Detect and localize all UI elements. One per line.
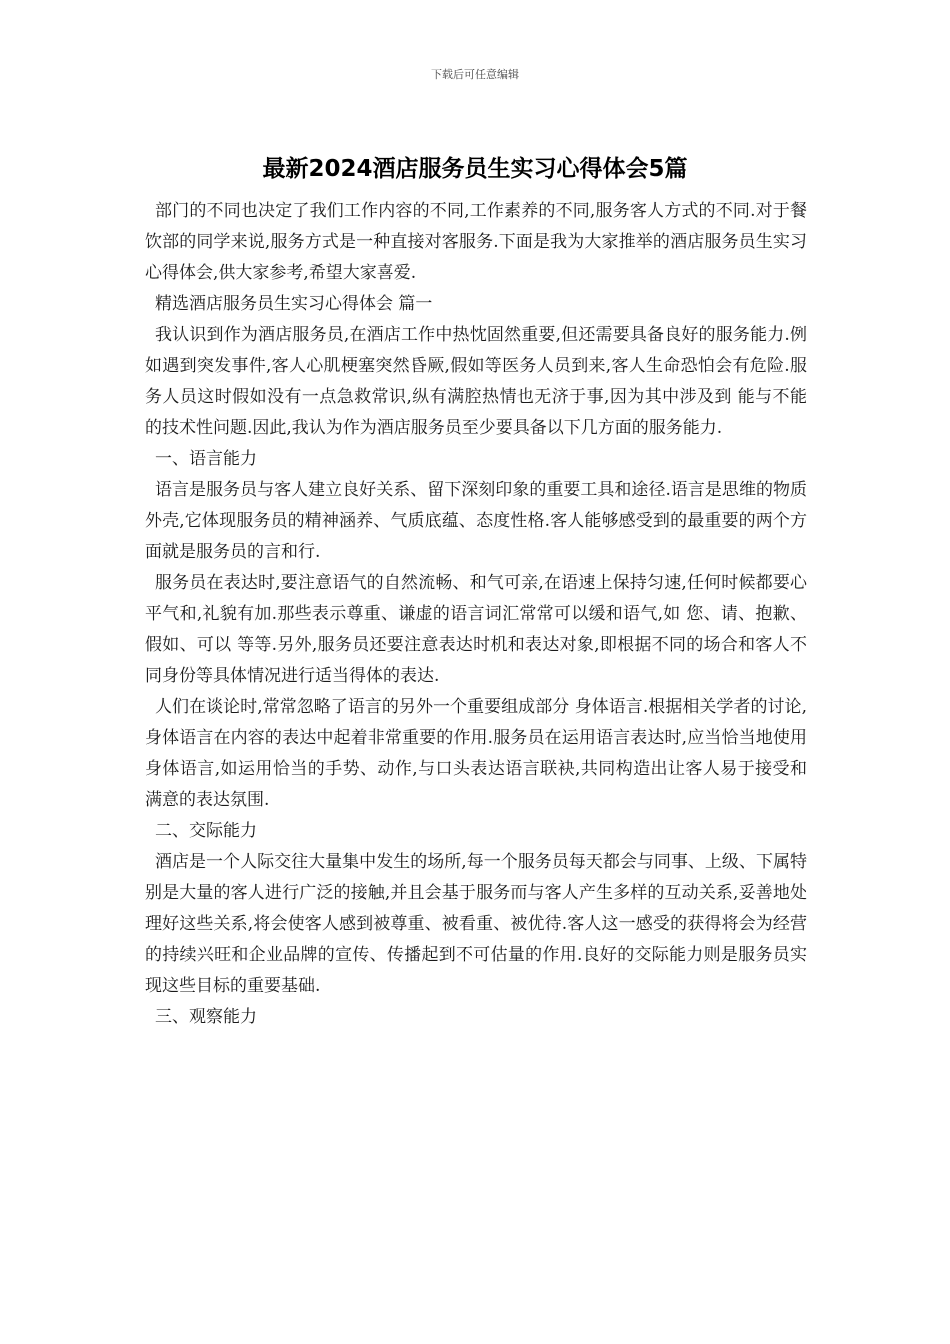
- paragraph: 酒店是一个人际交往大量集中发生的场所,每一个服务员每天都会与同事、上级、下属特别是大量的客人进行广泛的接触,并且会基于服务而与客人产生多样的互动关系,妥善地处理好这些关系,将会使客人感到被尊重、被看重、被优待.客人这一感受的获得将会为经营的持续兴旺和企业品牌的宣传、传播起到不可估量的作用.良好的交际能力则是服务员实现这些目标的重要基础.: [145, 852, 807, 996]
- section-heading-social: 二、交际能力: [155, 821, 257, 841]
- section-heading-part-one: 精选酒店服务员生实习心得体会 篇一: [155, 294, 433, 314]
- document-title: 最新2024酒店服务员生实习心得体会5篇: [262, 156, 688, 182]
- paragraph: 服务员在表达时,要注意语气的自然流畅、和气可亲,在语速上保持匀速,任何时候都要心平气和,礼貌有加.那些表示尊重、谦虚的语言词汇常常可以缓和语气,如 您、请、抱歉、假如、可以 等等.另外,服务员还要注意表达时机和表达对象,即根据不同的场合和客人不同身份等具体情况进行适当得体的表达.: [145, 573, 807, 686]
- paragraph: 我认识到作为酒店服务员,在酒店工作中热忱固然重要,但还需要具备良好的服务能力.例如遇到突发事件,客人心肌梗塞突然昏厥,假如等医务人员到来,客人生命恐怕会有危险.服务人员这时假如没有一点急救常识,纵有满腔热情也无济于事,因为其中涉及到 能与不能 的技术性问题.因此,我认为作为酒店服务员至少要具备以下几方面的服务能力.: [145, 325, 807, 438]
- paragraph-intro: 部门的不同也决定了我们工作内容的不同,工作素养的不同,服务客人方式的不同.对于餐饮部的同学来说,服务方式是一种直接对客服务.下面是我为大家推举的酒店服务员生实习心得体会,供大家参考,希望大家喜爱.: [145, 201, 807, 283]
- section-heading-observation: 三、观察能力: [155, 1007, 257, 1027]
- document-body: [145, 196, 807, 1033]
- paragraph: 语言是服务员与客人建立良好关系、留下深刻印象的重要工具和途径.语言是思维的物质外壳,它体现服务员的精神涵养、气质底蕴、态度性格.客人能够感受到的最重要的两个方面就是服务员的言和行.: [145, 480, 807, 562]
- section-heading-language: 一、语言能力: [155, 449, 257, 469]
- header-note: 下载后可任意编辑: [431, 68, 519, 81]
- paragraph: 人们在谈论时,常常忽略了语言的另外一个重要组成部分 身体语言.根据相关学者的讨论,身体语言在内容的表达中起着非常重要的作用.服务员在运用语言表达时,应当恰当地使用身体语言,如运用恰当的手势、动作,与口头表达语言联袂,共同构造出让客人易于接受和满意的表达氛围.: [145, 697, 807, 810]
